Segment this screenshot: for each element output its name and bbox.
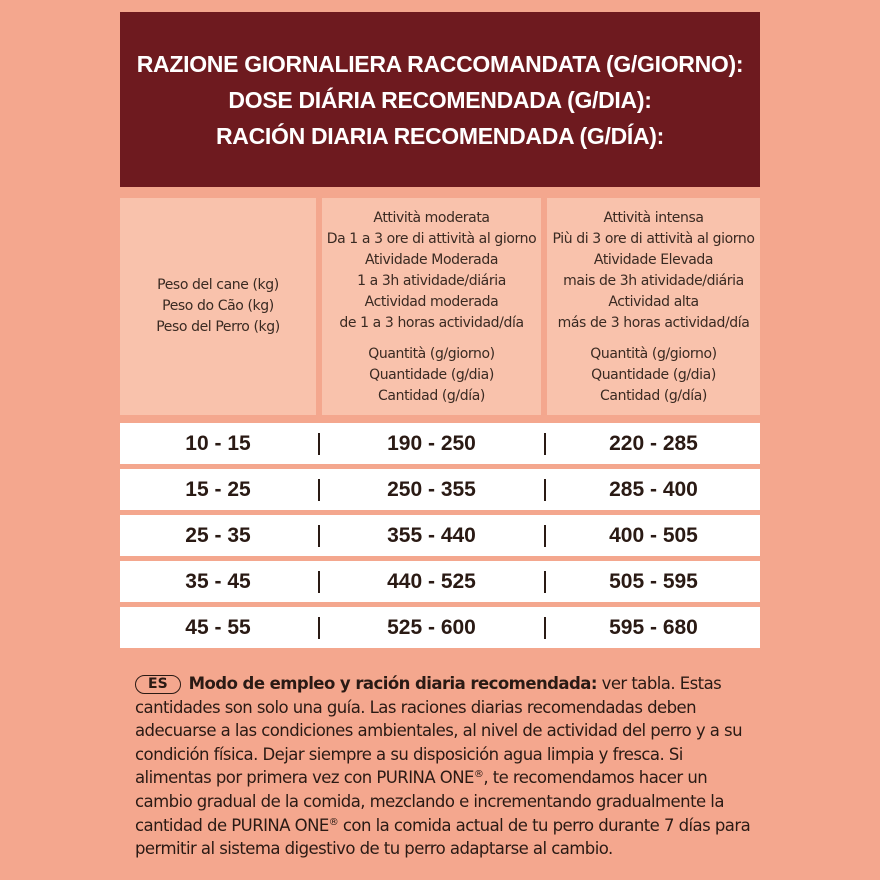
intense-quantity-cell: 220 - 285 <box>609 432 698 455</box>
header-title-it: RAZIONE GIORNALIERA RACCOMANDATA (G/GIORNO): <box>136 50 744 77</box>
intense-header-line: Actividad alta <box>608 294 699 310</box>
weight-header-it: Peso del cane (kg) <box>157 277 279 293</box>
intense-quantity-cell: 400 - 505 <box>609 524 698 547</box>
instructions-lead: Modo de empleo y ración diaria recomendada: <box>188 674 597 693</box>
intense-header-line: Atividade Elevada <box>593 252 714 268</box>
moderate-header-line: de 1 a 3 horas actividad/día <box>339 315 524 331</box>
column-divider <box>544 433 546 455</box>
weight-cell: 45 - 55 <box>185 616 251 639</box>
column-divider <box>318 571 320 593</box>
feeding-guide-header <box>120 12 760 187</box>
weight-cell: 35 - 45 <box>185 570 251 593</box>
intense-header-line: Attività intensa <box>603 210 704 226</box>
intense-quantity-cell: 505 - 595 <box>609 570 698 593</box>
moderate-header-line: Da 1 a 3 ore di attività al giorno <box>326 231 537 247</box>
moderate-header-line: Attività moderata <box>373 210 490 226</box>
weight-column-header <box>120 198 316 415</box>
moderate-activity-column-header <box>322 198 541 415</box>
registered-mark: ® <box>473 769 484 781</box>
column-divider <box>544 525 546 547</box>
registered-mark: ® <box>328 816 339 828</box>
quantity-header-it: Quantità (g/giorno) <box>368 346 495 362</box>
moderate-header-line: Actividad moderada <box>364 294 499 310</box>
quantity-header-pt: Quantidade (g/dia) <box>369 367 494 383</box>
quantity-header-it: Quantità (g/giorno) <box>590 346 717 362</box>
header-title-pt: DOSE DIÁRIA RECOMENDADA (G/DIA): <box>228 86 652 113</box>
column-divider <box>318 479 320 501</box>
moderate-quantity-cell: 355 - 440 <box>387 524 476 547</box>
usage-instructions-es <box>135 672 755 861</box>
instructions-text: , te recomendamos hacer un cambio gradual de la comida, mezclando e incrementando gradualmente la cantidad de PURINA ONE <box>135 768 724 835</box>
weight-cell: 10 - 15 <box>185 432 251 455</box>
quantity-header-es: Cantidad (g/día) <box>378 388 485 404</box>
moderate-quantity-cell: 440 - 525 <box>387 570 476 593</box>
intense-activity-column-header <box>547 198 760 415</box>
intense-header-line: más de 3 horas actividad/día <box>557 315 750 331</box>
table-row <box>120 469 760 510</box>
column-divider <box>544 617 546 639</box>
quantity-header-es: Cantidad (g/día) <box>600 388 707 404</box>
column-divider <box>318 525 320 547</box>
column-divider <box>544 571 546 593</box>
intense-quantity-cell: 595 - 680 <box>609 616 698 639</box>
column-divider <box>318 617 320 639</box>
table-row <box>120 423 760 464</box>
intense-quantity-cell: 285 - 400 <box>609 478 698 501</box>
intense-header-line: Più di 3 ore di attività al giorno <box>552 231 755 247</box>
column-divider <box>318 433 320 455</box>
moderate-quantity-cell: 190 - 250 <box>387 432 476 455</box>
table-row <box>120 561 760 602</box>
instructions-text: con la comida actual de tu perro durante 7 días para permitir al sistema digestivo de tu perro adaptarse al cambio. <box>135 815 751 859</box>
moderate-quantity-cell: 250 - 355 <box>387 478 476 501</box>
table-row <box>120 515 760 556</box>
instructions-text: ver tabla. Estas cantidades son solo una guía. Las raciones diarias recomendadas deben adecuarse a las condiciones ambientales, al nivel de actividad del perro y a su condición física. Dejar siempre a su disposición agua limpia y fresca. Si alimentas por primera vez con PURINA ONE <box>135 674 742 788</box>
moderate-quantity-cell: 525 - 600 <box>387 616 476 639</box>
moderate-header-line: 1 a 3h atividade/diária <box>357 273 506 289</box>
header-title-es: RACIÓN DIARIA RECOMENDADA (G/DÍA): <box>215 122 665 149</box>
intense-header-line: mais de 3h atividade/diária <box>563 273 744 289</box>
language-badge-es: ES <box>135 675 181 694</box>
table-row <box>120 607 760 648</box>
quantity-header-pt: Quantidade (g/dia) <box>591 367 716 383</box>
weight-header-es: Peso del Perro (kg) <box>156 319 280 335</box>
moderate-header-line: Atividade Moderada <box>364 252 499 268</box>
weight-cell: 15 - 25 <box>185 478 251 501</box>
weight-cell: 25 - 35 <box>185 524 251 547</box>
weight-header-pt: Peso do Cão (kg) <box>162 298 274 314</box>
column-divider <box>544 479 546 501</box>
